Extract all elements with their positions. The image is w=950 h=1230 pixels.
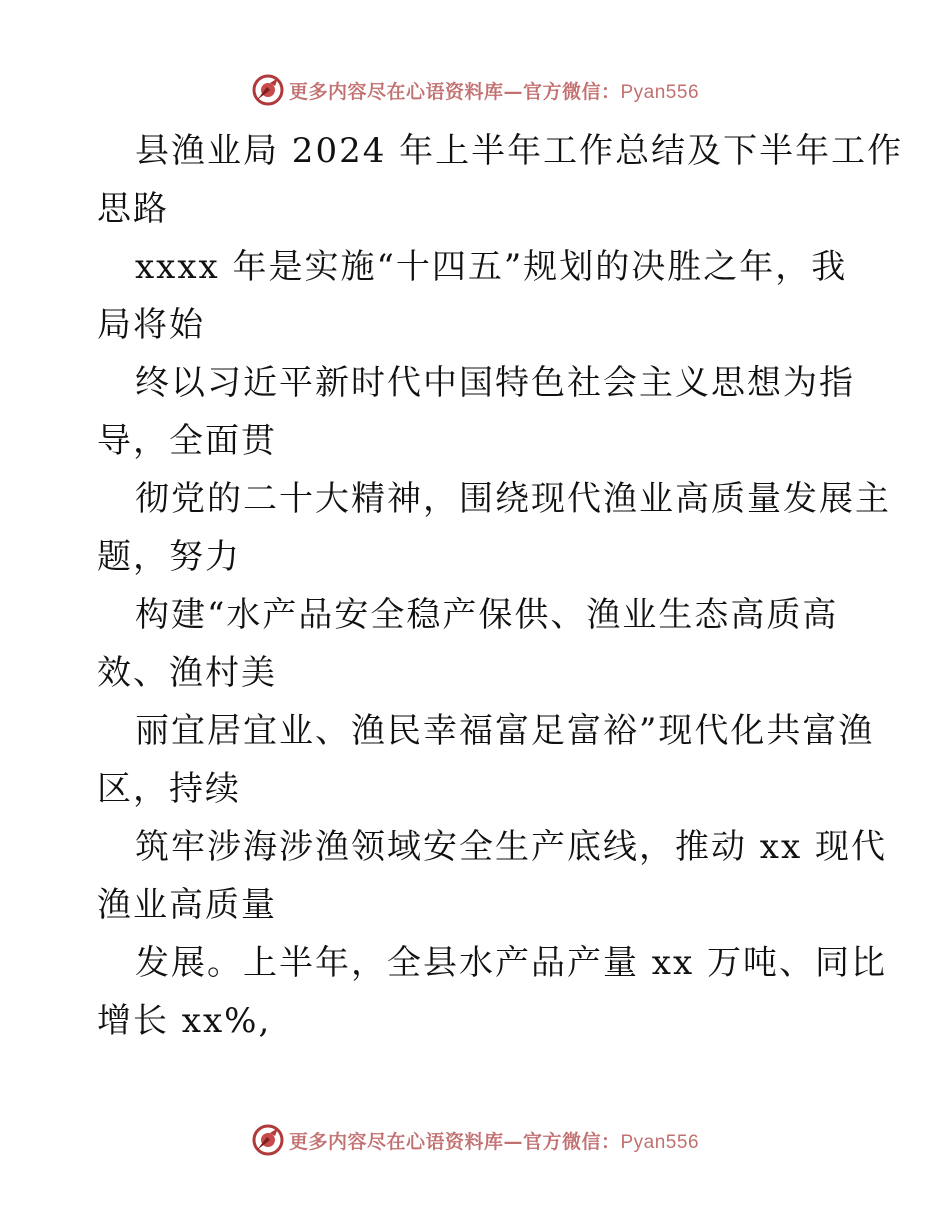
document-title <box>97 122 904 238</box>
logo-icon <box>251 1123 285 1157</box>
line-continuation: 题，努力 <box>97 537 241 577</box>
line-text: xxxx 年是实施“十四五”规划的决胜之年，我 <box>135 247 848 287</box>
paragraph-line <box>97 470 891 586</box>
line-text: 终以习近平新时代中国特色社会主义思想为指 <box>135 363 855 403</box>
watermark-label: 更多内容尽在心语资料库—官方微信： <box>288 80 621 103</box>
watermark-wechat-id: Pyan556 <box>620 81 700 103</box>
paragraph-line <box>97 934 887 1050</box>
line-text: 丽宜居宜业、渔民幸福富足富裕”现代化共富渔 <box>135 711 875 751</box>
logo-icon <box>251 73 285 107</box>
footer-watermark <box>0 1120 950 1160</box>
line-text: 发展。上半年，全县水产品产量 xx 万吨、同比 <box>135 943 887 983</box>
header-watermark <box>0 70 950 110</box>
line-text: 县渔业局 2024 年上半年工作总结及下半年工作 <box>135 131 904 171</box>
line-continuation: 导，全面贯 <box>97 421 277 461</box>
paragraph-line <box>97 702 875 818</box>
watermark-label: 更多内容尽在心语资料库—官方微信： <box>288 1130 621 1153</box>
line-continuation: 渔业高质量 <box>97 885 277 925</box>
paragraph-line <box>97 586 857 702</box>
line-text: 构建“水产品安全稳产保供、渔业生态高质高 <box>135 595 839 635</box>
line-continuation: 效、渔村美 <box>97 653 277 693</box>
line-continuation: 增长 xx%, <box>97 1001 272 1041</box>
line-text: 彻党的二十大精神，围绕现代渔业高质量发展主 <box>135 479 891 519</box>
watermark-text <box>289 1127 699 1154</box>
line-continuation: 思路 <box>97 189 169 229</box>
paragraph-line <box>97 238 857 354</box>
paragraph-line <box>97 818 887 934</box>
line-continuation: 区，持续 <box>97 769 241 809</box>
watermark-wechat-id: Pyan556 <box>620 1131 700 1153</box>
line-continuation: 局将始 <box>97 305 205 345</box>
document-body <box>97 122 904 1050</box>
line-text: 筑牢涉海涉渔领域安全生产底线，推动 xx 现代 <box>135 827 887 867</box>
watermark-text <box>289 77 699 104</box>
paragraph-line <box>97 354 857 470</box>
